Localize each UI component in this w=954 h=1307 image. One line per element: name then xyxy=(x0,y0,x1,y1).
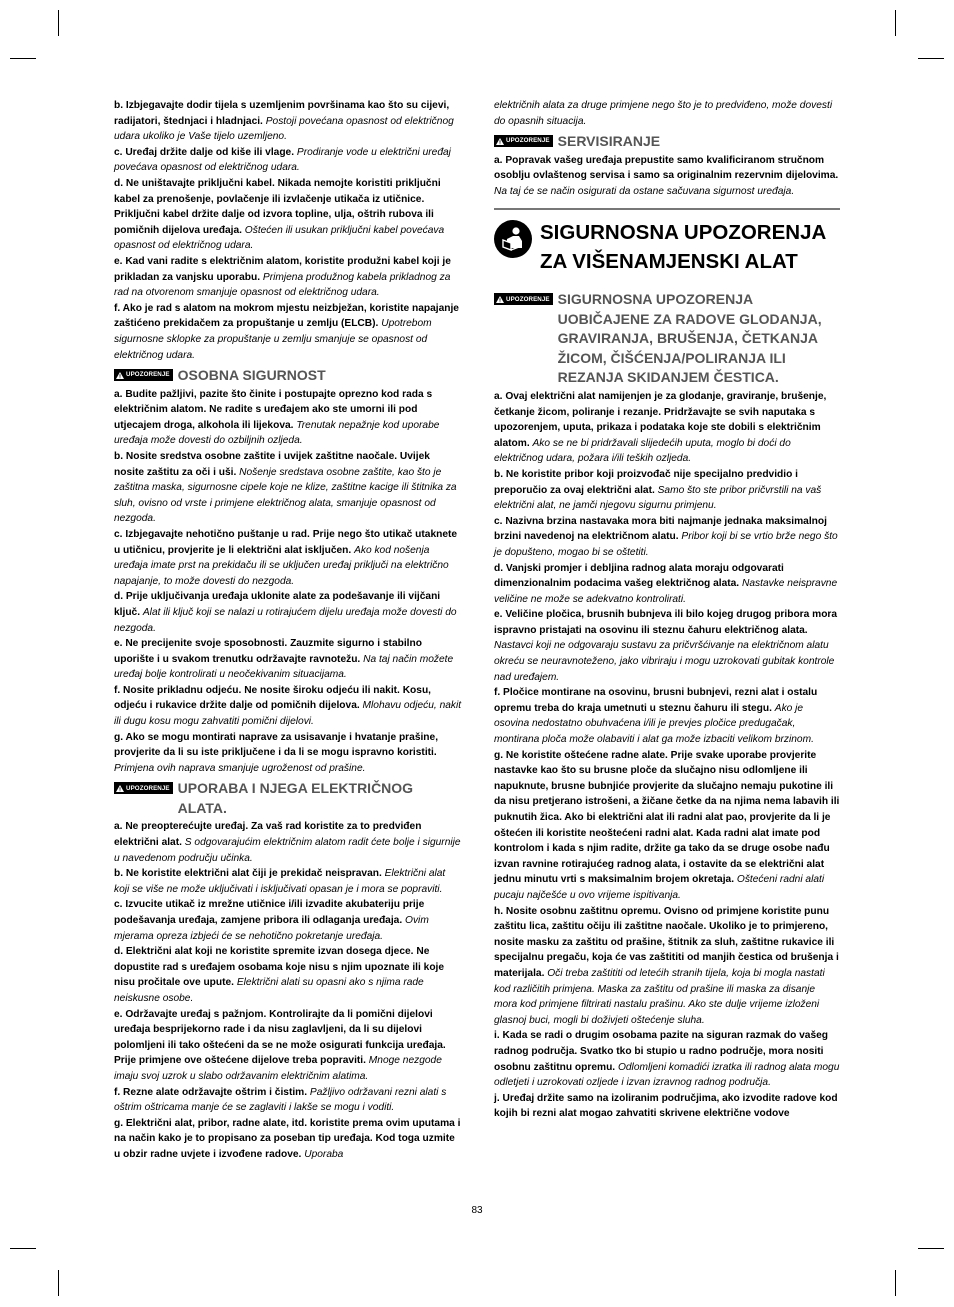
main-heading-text: SIGURNOSNA UPOZORENJA ZA VIŠENAMJENSKI ALAT xyxy=(540,221,826,274)
instruction-italic: Primjena ovih naprava smanjuje ugroženost od prašine. xyxy=(114,762,366,774)
instruction-italic: Ako je osovina nedostatno obuhvaćena i/ili je prevjes pločice predugačak, montirana ploča može olabaviti i alat ga može izbaciti velikom brzinom. xyxy=(494,702,814,746)
instruction-paragraph xyxy=(114,1085,462,1116)
instruction-bold: a. Ovaj električni alat namijenjen je za glodanje, graviranje, brušenje, četkanje žicom, poliranje i rezanje. Pridržavajte se svih naputaka s upozorenjem, uputa, prikaza i podataka koje ste dobili s električnim alatom. xyxy=(494,390,827,449)
instruction-italic: Ako se ne bi pridržavali slijedećih uputa, moglo bi doći do električnog udara, požara i/ili teških ozljeda. xyxy=(494,437,791,465)
instruction-bold: g. Električni alat, pribor, radne alate, itd. koristite prema ovim uputama i na način kako je to propisano za poseban tip uređaja. Kod toga uzmite u obzir radne uvjete i izvođene radove. xyxy=(114,1117,461,1160)
instruction-italic: električnih alata za druge primjene nego što je to predviđeno, može dovesti do opasnih situacija. xyxy=(494,100,833,127)
instruction-paragraph xyxy=(494,514,840,561)
instruction-paragraph xyxy=(494,607,840,685)
instruction-bold: c. Izvucite utikač iz mrežne utičnice i/ili izvadite akubateriju prije podešavanja uređaja, zamjene pribora ili odlaganja uređaja. xyxy=(114,899,425,926)
instruction-italic: Ako kod nošenja uređaja imate prst na prekidaču ili se uključen uređaj priključi na električno napajanje, to može dovesti do nezgoda. xyxy=(114,544,449,587)
crop-mark xyxy=(895,1270,896,1296)
instruction-paragraph xyxy=(494,1091,840,1122)
warning-triangle-icon xyxy=(116,785,124,792)
instruction-paragraph xyxy=(494,467,840,514)
instruction-italic: Oči treba zaštititi od letećih stranih tijela, koja bi mogla nastati kod različitih primjena. Maska za zaštitu od prašine ili maska za disanje mora kod primjene filtrirati nastalu prašinu. Ako ste dulje vrijeme izloženi glasnoj buci, mogli bi doživjeti oštećenje sluha. xyxy=(494,967,825,1026)
instruction-paragraph xyxy=(494,685,840,747)
instruction-italic: Uporaba xyxy=(304,1148,344,1160)
section-heading-text: UPORABA I NJEGA ELEKTRIČNOG ALATA. xyxy=(177,780,414,816)
instruction-paragraph xyxy=(114,819,462,866)
instruction-bold: b. Izbjegavajte dodir tijela s uzemljenim površinama kao što su cijevi, radijatori, štednjaci i hladnjaci. xyxy=(114,100,450,127)
instruction-bold: d. Električni alat koji ne koristite spremite izvan dosega djece. Ne dopustite rad s uređajem osobama koje nisu s njim upoznate ili koje nisu pročitale ove upute. xyxy=(114,946,445,989)
divider xyxy=(494,208,840,210)
instruction-italic: Prodiranje vode u električni uređaj povećava opasnost od električnog udara. xyxy=(114,146,451,174)
warning-badge xyxy=(114,369,173,381)
instruction-bold: e. Kad vani radite s električnim alatom, koristite produžni kabel koji je prikladan za vanjsku uporabu. xyxy=(114,255,451,283)
instruction-bold: a. Ne preopterećujte uređaj. Za vaš rad koristite za to predviđen električni alat. xyxy=(114,821,422,849)
instruction-italic: Električni alati su opasni ako s njima rade neiskusne osobe. xyxy=(114,977,424,1004)
instruction-italic: Postoji povećana opasnost od električnog udara ukoliko je Vaše tijelo uzemljeno. xyxy=(114,115,454,143)
instruction-italic: Ovim mjerama opreza izbjeći će se nehotično pokretanje uređaja. xyxy=(114,915,429,942)
instruction-bold: c. Uređaj držite dalje od kiše ili vlage. xyxy=(114,146,295,158)
instruction-paragraph xyxy=(114,636,462,683)
section-heading-text: SIGURNOSNA UPOZORENJA UOBIČAJENE ZA RADOVE GLODANJA, GRAVIRANJA, BRUŠENJA, ČETKANJA ŽICOM, ČIŠĆENJA/POLIRANJA ILI REZANJA SKIDANJEM ČESTICA. xyxy=(557,291,822,386)
instruction-italic: Trenutak nepažnje kod uporabe uređaja može dovesti do ozbiljnih ozljeda. xyxy=(114,419,440,447)
instruction-italic: Alat ili ključ koji se nalazi u rotirajućem dijelu uređaja može dovesti do nezgoda. xyxy=(114,606,457,634)
warning-label: UPOZORENJE xyxy=(126,784,170,792)
instruction-paragraph xyxy=(114,527,462,589)
main-heading xyxy=(494,218,840,276)
instruction-paragraph xyxy=(114,944,462,1006)
instruction-italic: S odgovarajućim električnim alatom radit ćete bolje i sigurnije u navedenom području učinka. xyxy=(114,837,461,864)
warning-badge xyxy=(114,782,173,794)
instruction-paragraph xyxy=(114,254,462,301)
crop-mark xyxy=(10,58,36,59)
instruction-italic: Na taj će se način osigurati da ostane sačuvana sigurnost uređaja. xyxy=(494,185,795,197)
instruction-paragraph xyxy=(114,387,462,449)
warning-badge xyxy=(494,293,553,305)
instruction-paragraph xyxy=(114,145,462,176)
instruction-bold: g. Ne koristite oštećene radne alate. Prije svake uporabe provjerite nastavke kao što su brusne ploče da slučajno nisu odlomljene ili napuknute, brusne bubnjiće provjerite da slučajno nemaju pukotine ili da nisu pretjerano istrošeni, a žičane četke da na njima nema labavih ili puknutih žica. Ako bi električni alat ili radni alat pao, provjerite da li je oštećen ili koristite neoštećeni radni alat. Kada radni alat imate pod kontrolom i kada s njim radite, držite ga tako da se druge osobe nađu izvan ravnine rotirajućeg radnog alata, i ostavite da se električni alat jednu minutu vrti s maksimalnim brojem okretaja. xyxy=(494,749,840,886)
instruction-italic: Oštećen ili usukan priključni kabel povećava opasnost od električnog udara. xyxy=(114,224,445,252)
instruction-italic: Mlohavu odjeću, nakit ili dugu kosu mogu zahvatiti pomični dijelovi. xyxy=(114,700,462,728)
instruction-bold: g. Ako se mogu montirati naprave za usisavanje i hvatanje prašine, provjerite da li su iste priključene i da li se mogu ispravno koristiti. xyxy=(114,731,439,759)
instruction-italic: Nastavke neispravne veličine ne može se adekvatno kontrolirati. xyxy=(494,578,838,605)
instruction-paragraph xyxy=(494,904,840,1029)
instruction-bold: f. Rezne alate održavajte oštrim i čistim. xyxy=(114,1086,308,1098)
instruction-italic: Pažljivo održavani rezni alati s oštrim oštricama manje će se zaglaviti i lakše se mogu i voditi. xyxy=(114,1086,447,1114)
instruction-bold: f. Ako je rad s alatom na mokrom mjestu neizbježan, koristite napajanje zaštićeno prekidačem za propuštanje u zemlju (ELCB). xyxy=(114,302,459,330)
crop-mark xyxy=(918,58,944,59)
instruction-paragraph xyxy=(114,589,462,636)
left-column xyxy=(114,98,462,1163)
instruction-italic: Pribor koji bi se vrtio brže nego što je dopušteno, mogao bi se oštetiti. xyxy=(494,531,838,558)
warning-label: UPOZORENJE xyxy=(126,371,170,379)
instruction-paragraph xyxy=(114,1116,462,1163)
instruction-bold: h. Nosite osobnu zaštitnu opremu. Ovisno od primjene koristite punu zaštitu lica, zaštitu očiju ili zaštitne naočale. Ukoliko je to primjereno, nosite masku za zaštitu od prašine, štitnik za sluh, zaštitne rukavice ili specijalnu pregaču, koja će vas zaštititi od manjih čestica od brušenja i materijala. xyxy=(494,905,839,979)
instruction-bold: e. Ne precijenite svoje sposobnosti. Zauzmite sigurno i stabilno uporište i u svakom trenutku održavajte ravnotežu. xyxy=(114,638,422,665)
warning-label: UPOZORENJE xyxy=(506,137,550,145)
section-heading xyxy=(494,132,840,152)
section-heading-text: OSOBNA SIGURNOST xyxy=(177,367,326,384)
instruction-bold: d. Ne uništavajte priključni kabel. Nikada nemojte koristiti priključni kabel za prenošenje, povlačenje ili izvlačenje utikača iz utičnice. Priključni kabel držite dalje od izvora topline, ulja, oštrih rubova ili pomičnih dijelova uređaja. xyxy=(114,177,441,236)
instruction-paragraph xyxy=(494,389,840,467)
instruction-italic: Oštećeni radni alati pucaju najčešće u ovo vrijeme ispitivanja. xyxy=(494,874,825,901)
warning-triangle-icon xyxy=(496,296,504,303)
read-manual-icon xyxy=(494,220,532,258)
instruction-italic: Električni alat koji se više ne može uključivati i isključivati opasan je i mora se popraviti. xyxy=(114,868,446,895)
right-column xyxy=(494,98,840,1122)
instruction-paragraph xyxy=(114,176,462,254)
instruction-paragraph xyxy=(494,748,840,904)
instruction-italic: Mnoge nezgode imaju svoj uzrok u slabo održavanim električnim alatima. xyxy=(114,1055,442,1082)
instruction-bold: e. Veličine pločica, brusnih bubnjeva ili bilo kojeg drugog pribora mora ispravno pristajati na osovinu ili steznu čahuru električnog alata. xyxy=(494,609,838,636)
crop-mark xyxy=(58,1270,59,1296)
crop-mark xyxy=(918,1248,944,1249)
warning-triangle-icon xyxy=(496,138,504,145)
instruction-bold: a. Popravak vašeg uređaja prepustite samo kvalificiranom stručnom osoblju ovlaštenog servisa i samo sa originalnim rezervnim dijelovima. xyxy=(494,154,839,182)
instruction-bold: a. Budite pažljivi, pazite što činite i postupajte oprezno kod rada s električnim alatom. Ne radite s uređajem ako ste umorni ili pod utjecajem droga, alkohola ili lijekova. xyxy=(114,388,433,431)
warning-badge xyxy=(494,135,553,147)
instruction-bold: b. Nosite sredstva osobne zaštite i uvijek zaštitne naočale. Uvijek nosite zaštitu za oči i uši. xyxy=(114,450,430,478)
instruction-paragraph xyxy=(494,561,840,608)
instruction-bold: b. Ne koristite pribor koji proizvođač nije specijalno predvidio i preporučio za ovaj električni alat. xyxy=(494,468,798,496)
instruction-bold: c. Izbjegavajte nehotično puštanje u rad. Prije nego što utikač utaknete u utičnicu, provjerite je li električni alat isključen. xyxy=(114,528,458,556)
warning-label: UPOZORENJE xyxy=(506,295,550,303)
instruction-bold: j. Uređaj držite samo na izoliranim područjima, ako izvodite radove kod kojih bi rezni alat mogao zahvatiti skrivene električne vodove xyxy=(494,1092,838,1120)
instruction-paragraph xyxy=(114,897,462,944)
crop-mark xyxy=(58,10,59,36)
instruction-paragraph xyxy=(494,98,840,129)
instruction-bold: d. Vanjski promjer i debljina radnog alata moraju odgovarati dimenzionalnim podacima vašeg električnog alata. xyxy=(494,562,784,590)
instruction-bold: b. Ne koristite električni alat čiji je prekidač neispravan. xyxy=(114,868,382,880)
instruction-bold: f. Pločice montirane na osovinu, brusni bubnjevi, rezni alat i ostalu opremu treba do kraja umetnuti u steznu čahuru ili stegu. xyxy=(494,687,818,714)
instruction-bold: d. Prije uključivanja uređaja uklonite alate za podešavanje ili vijčani ključ. xyxy=(114,591,441,618)
instruction-bold: i. Kada se radi o drugim osobama pazite na siguran razmak do vašeg radnog područja. Svatko tko bi stupio u radno područje, mora nositi osobnu zaštitnu opremu. xyxy=(494,1030,829,1073)
section-heading xyxy=(114,366,462,386)
instruction-paragraph xyxy=(114,866,462,897)
instruction-paragraph xyxy=(494,1028,840,1090)
instruction-paragraph xyxy=(114,301,462,363)
instruction-paragraph xyxy=(114,730,462,777)
instruction-bold: f. Nosite prikladnu odjeću. Ne nosite široku odjeću ili nakit. Kosu, odjeću i rukavice držite dalje od pomičnih dijelova. xyxy=(114,684,431,712)
instruction-paragraph xyxy=(494,153,840,200)
warning-triangle-icon xyxy=(116,372,124,379)
instruction-paragraph xyxy=(114,98,462,145)
page-number: 83 xyxy=(471,1205,483,1216)
instruction-paragraph xyxy=(114,683,462,730)
instruction-bold: e. Održavajte uređaj s pažnjom. Kontrolirajte da li pomični dijelovi uređaja besprijekorno rade i da nisu zaglavljeni, da li su dijelovi polomljeni ili tako oštećeni da se ne može osigurati funkcija uređaja. Prije primjene ove oštećene dijelove treba popraviti. xyxy=(114,1008,446,1067)
instruction-paragraph xyxy=(114,449,462,527)
instruction-italic: Na taj način možete uređaj bolje kontrolirati u neočekivanim situacijama. xyxy=(114,653,454,681)
instruction-italic: Samo što ste pribor pričvrstili na vaš električni alat, ne jamči njegovu sigurnu primjenu. xyxy=(494,484,822,512)
instruction-italic: Odlomljeni komadići izratka ili radnog alata mogu odletjeti i uzrokovati ozljede i izvan izravnog radnog područja. xyxy=(494,1061,840,1089)
instruction-bold: c. Nazivna brzina nastavaka mora biti najmanje jednaka maksimalnoj brzini navedenoj na električnom alatu. xyxy=(494,515,827,543)
crop-mark xyxy=(10,1248,36,1249)
instruction-italic: Primjena produžnog kabela prikladnog za rad na otvorenom smanjuje opasnost od električnog udara. xyxy=(114,271,451,299)
section-heading xyxy=(494,290,840,388)
section-heading-text: SERVISIRANJE xyxy=(557,133,661,150)
section-heading xyxy=(114,779,462,818)
instruction-italic: Nastavci koji ne odgovaraju sustavu za pričvršćivanje na električnom alatu okreću se neuravnoteženo, jako vibriraju i mogu uzrokovati gubitak kontrole nad uređajem. xyxy=(494,640,835,683)
instruction-italic: Upotrebom sigurnosne sklopke za propuštanje u zemlju smanjuje se opasnost od električnog udara. xyxy=(114,318,432,361)
instruction-italic: Nošenje sredstava osobne zaštite, kao što je zaštitna maska, sigurnosne cipele koje ne klize, zaštitne kacige ili štitnika za sluh, ovisno od vrste i primjene električnog alata, smanjuje opasnost od nezgoda. xyxy=(114,466,457,525)
crop-mark xyxy=(895,10,896,36)
instruction-paragraph xyxy=(114,1007,462,1085)
